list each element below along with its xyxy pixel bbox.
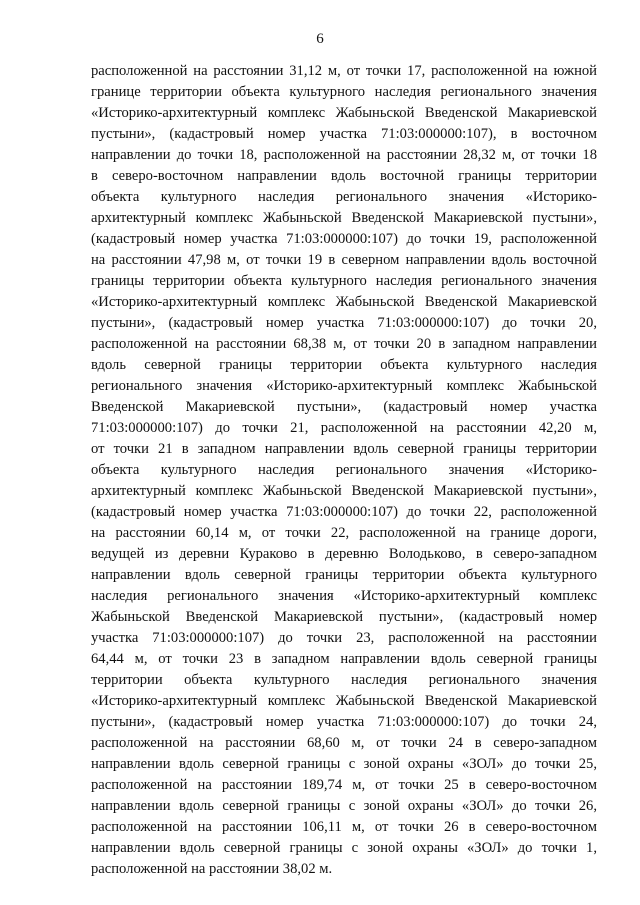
text-line: на расстоянии 60,14 м, от точки 22, расположенной на границе дороги, [91,525,597,541]
text-line: в северо-восточном направлении вдоль восточной границы территории [91,168,597,184]
text-line: вдоль северной границы территории объекта культурного наследия [91,357,597,373]
text-line: объекта культурного наследия регионального значения «Историко- [91,462,597,478]
text-line: «Историко-архитектурный комплекс Жабыньской Введенской Макариевской [91,693,597,709]
page-number: 6 [316,31,324,47]
text-line: расположенной на расстоянии 68,38 м, от точки 20 в западном направлении [91,336,597,352]
text-line: архитектурный комплекс Жабыньской Введенской Макариевской пустыни», [91,483,597,499]
text-line: Жабыньской Введенской Макариевской пустыни», (кадастровый номер [91,609,597,625]
text-line: направлении до точки 18, расположенной на расстоянии 28,32 м, от точки 18 [91,147,597,163]
text-line: (кадастровый номер участка 71:03:000000:107) до точки 22, расположенной [91,504,597,520]
text-line: наследия регионального значения «Историко-архитектурный комплекс [91,588,597,604]
text-line: 64,44 м, от точки 23 в западном направлении вдоль северной границы [91,651,597,667]
text-line: расположенной на расстоянии 31,12 м, от точки 17, расположенной на южной [91,63,597,79]
text-line: пустыни», (кадастровый номер участка 71:03:000000:107) до точки 24, [91,714,597,730]
text-line: на расстоянии 47,98 м, от точки 19 в северном направлении вдоль восточной [91,252,597,268]
body-paragraph [91,61,597,880]
text-line: «Историко-архитектурный комплекс Жабыньской Введенской Макариевской [91,105,597,121]
text-line: расположенной на расстоянии 38,02 м. [91,861,333,877]
text-line: направлении вдоль северной границы с зоной охраны «ЗОЛ» до точки 25, [91,756,597,772]
text-line: расположенной на расстоянии 106,11 м, от точки 26 в северо-восточном [91,819,597,835]
text-line: ведущей из деревни Кураково в деревню Володьково, в северо-западном [91,546,597,562]
text-line: расположенной на расстоянии 189,74 м, от точки 25 в северо-восточном [91,777,597,793]
text-line: пустыни», (кадастровый номер участка 71:03:000000:107), в восточном [91,126,597,142]
text-line: границы территории объекта культурного наследия регионального значения [91,273,597,289]
text-line: 71:03:000000:107) до точки 21, расположенной на расстоянии 42,20 м, [91,420,597,436]
text-line: «Историко-архитектурный комплекс Жабыньской Введенской Макариевской [91,294,597,310]
text-line: территории объекта культурного наследия регионального значения [91,672,597,688]
text-line: направлении вдоль северной границы с зоной охраны «ЗОЛ» до точки 1, [91,840,597,856]
text-line: регионального значения «Историко-архитектурный комплекс Жабыньской [91,378,597,394]
text-line: архитектурный комплекс Жабыньской Введенской Макариевской пустыни», [91,210,597,226]
text-line: Введенской Макариевской пустыни», (кадастровый номер участка [91,399,597,415]
text-line: объекта культурного наследия регионального значения «Историко- [91,189,597,205]
text-line: направлении вдоль северной границы с зоной охраны «ЗОЛ» до точки 26, [91,798,597,814]
text-line: границе территории объекта культурного наследия регионального значения [91,84,597,100]
text-line: расположенной на расстоянии 68,60 м, от точки 24 в северо-западном [91,735,597,751]
text-line: (кадастровый номер участка 71:03:000000:107) до точки 19, расположенной [91,231,597,247]
text-line: от точки 21 в западном направлении вдоль северной границы территории [91,441,597,457]
text-line: направлении вдоль северной границы территории объекта культурного [91,567,597,583]
text-line: пустыни», (кадастровый номер участка 71:03:000000:107) до точки 20, [91,315,597,331]
text-line: участка 71:03:000000:107) до точки 23, расположенной на расстоянии [91,630,597,646]
